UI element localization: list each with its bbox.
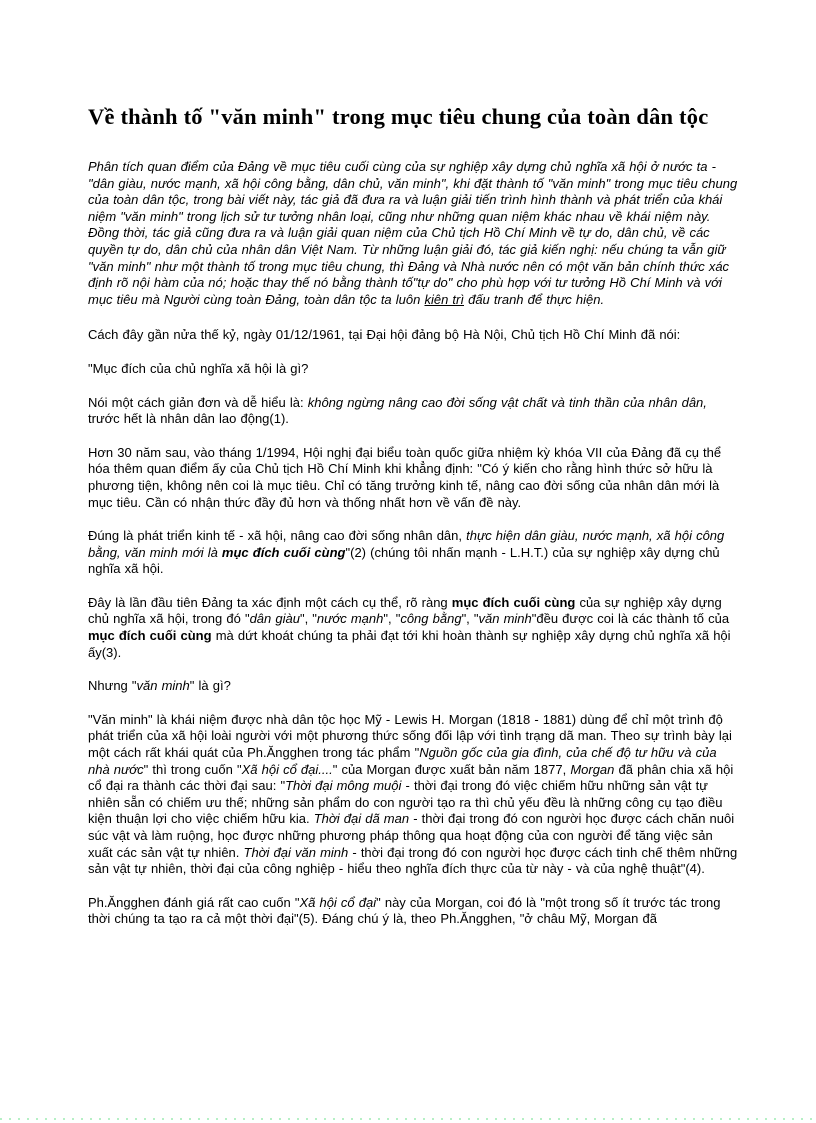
text-run: Hơn 30 năm sau, vào tháng 1/1994, Hội nghị đại biểu toàn quốc giữa nhiệm kỳ khóa VII của Đảng đã cụ thể hóa thêm quan điểm ấy của Chủ tịch Hồ Chí Minh khi khẳng định: "Có ý kiến cho rằng hình thức sở hữu là phương tiện, không nên coi là mục tiêu. Chỉ có tăng trưởng kinh tế, nâng cao đời sống của nhân dân mới là mục tiêu. Cần có nhận thức đầy đủ hơn và thống nhất hơn về vấn đề này.	[88, 444, 722, 510]
text-run: Nhưng "	[88, 678, 137, 694]
text-run: Đây là lần đầu tiên Đảng ta xác định một cách cụ thể, rõ ràng	[88, 594, 452, 610]
text-run: "(2) (chúng tôi nhấn mạnh - L.H.T.) của sự nghiệp xây dựng chủ nghĩa xã hội.	[88, 544, 720, 577]
paragraph	[88, 895, 738, 928]
page-bottom-divider	[0, 1118, 816, 1120]
paragraph	[88, 395, 738, 428]
text-run: đã phân chia xã hội cổ đại ra thành các thời đại sau: "	[88, 761, 734, 794]
text-run: Thời đại mông muội	[285, 778, 402, 794]
text-run: nước mạnh	[316, 611, 384, 627]
text-run: ", "	[383, 611, 401, 627]
text-run: mục đích cuối cùng	[88, 628, 212, 644]
text-run: Ph.Ăngghen đánh giá rất cao cuốn "	[88, 894, 300, 910]
text-run: ", "	[461, 611, 479, 627]
text-run: ", "	[299, 611, 317, 627]
text-run: mục đích cuối cùng	[221, 544, 346, 560]
article-content	[88, 0, 738, 945]
text-run: công bằng	[400, 611, 462, 627]
paragraph	[88, 678, 738, 695]
text-run: Nguồn gốc của gia đình, của chế độ tư hữu và của nhà nước	[88, 745, 717, 777]
text-run: "Văn minh" là khái niệm được nhà dân tộc học Mỹ - Lewis H. Morgan (1818 - 1881) dùng để chỉ một trình độ phát triển của xã hội loài người với một phương thức sống đối lập với tình trạng dã man. Theo sự trình bày lại một cách rất khái quát của Ph.Ăngghen trong tác phẩm "	[88, 711, 732, 761]
text-run: - thời đại trong đó con người học được cách chăn nuôi súc vật và làm ruộng, học được những phương pháp thông qua hoạt động của con người để tăng việc sản xuất các sản vật tự nhiên.	[88, 811, 735, 860]
text-run: thực hiện dân giàu, nước mạnh, xã hội công bằng, văn minh mới là	[88, 528, 725, 560]
text-run: kiên trì	[424, 291, 464, 307]
text-run: "Mục đích của chủ nghĩa xã hội là gì?	[88, 360, 309, 376]
text-run: "đều được coi là các thành tố của	[531, 611, 730, 627]
text-run: - thời đại trong đó việc chiếm hữu những sản vật tự nhiên sẵn có chiếm ưu thế; những sản phẩm do con người tạo ra thì chủ yếu đều là những công cụ tạo điều kiện thuận lợi cho việc chiếm hữu kia.	[88, 778, 723, 827]
article-title: Về thành tố "văn minh" trong mục tiêu chung của toàn dân tộc	[88, 104, 709, 129]
text-run: dân giàu	[249, 611, 300, 627]
text-run: " là gì?	[189, 678, 231, 694]
text-run: Phân tích quan điểm của Đảng về mục tiêu cuối cùng của sự nghiệp xây dựng chủ nghĩa xã hội ở nước ta - "dân giàu, nước mạnh, xã hội công bằng, dân chủ, văn minh", khi đặt thành tố "văn minh" trong mục tiêu chung của toàn dân tộc, trong bài viết này, tác giả đã đưa ra và luận giải tiến trình hình thành và phát triển của khái niệm "văn minh" trong lịch sử tư tưởng nhân loại, cũng như những quan niệm khác nhau về khái niệm này. Đồng thời, tác giả cũng đưa ra và luận giải quan niệm của Chủ tịch Hồ Chí Minh về tự do, dân chủ, về các quyền tự do, dân chủ của nhân dân Việt Nam. Từ những luận giải đó, tác giả kiến nghị: nếu chúng ta vẫn giữ "văn minh" như một thành tố trong mục tiêu chung, thì Đảng và Nhà nước nên có một văn bản chính thức xác định rõ nội hàm của nó; hoặc thay thế nó bằng thành tố"tự do" cho phù hợp với tư tưởng Hồ Chí Minh và với mục tiêu mà Người cùng toàn Đảng, toàn dân tộc ta luôn	[88, 159, 738, 307]
text-run: không ngừng nâng cao đời sống vật chất và tinh thần của nhân dân,	[307, 394, 707, 410]
paragraph	[88, 361, 738, 378]
text-run: văn minh	[136, 678, 190, 694]
text-run: - thời đại trong đó con người học được cách tinh chế thêm những sản vật tự nhiên, thời đại của công nghiệp - hiểu theo nghĩa đích thực của từ này - và của nghệ thuật"(4).	[88, 844, 738, 877]
paragraph	[88, 445, 738, 511]
text-run: Xã hội cổ đại....	[241, 761, 333, 777]
article-abstract	[88, 159, 738, 308]
text-run: trước hết là nhân dân lao động(1).	[88, 411, 289, 427]
paragraph	[88, 528, 738, 578]
paragraph	[88, 327, 738, 344]
text-run: Đúng là phát triển kinh tế - xã hội, nâng cao đời sống nhân dân,	[88, 528, 467, 544]
text-run: Xã hội cổ đại	[299, 894, 377, 910]
text-run: " thì trong cuốn "	[143, 761, 242, 777]
text-run: mà dứt khoát chúng ta phải đạt tới khi hoàn thành sự nghiệp xây dựng chủ nghĩa xã hội ấy(3).	[88, 628, 731, 660]
text-run: Thời đại dã man	[313, 811, 410, 827]
text-run: của sự nghiệp xây dựng chủ nghĩa xã hội, trong đó "	[88, 594, 722, 627]
text-run: đấu tranh để thực hiện.	[463, 291, 605, 307]
text-run: " này của Morgan, coi đó là "một trong số ít trước tác trong thời chúng ta tạo ra cả một thời đại"(5). Đáng chú ý là, theo Ph.Ăngghen, "ở châu Mỹ, Morgan đã	[88, 894, 721, 927]
paragraph	[88, 712, 738, 878]
text-run: Thời đại văn minh	[243, 844, 349, 860]
paragraph	[88, 595, 738, 661]
text-run: Morgan	[570, 761, 615, 777]
text-run: mục đích cuối cùng	[451, 594, 576, 610]
article-body	[88, 159, 738, 928]
text-run: Nói một cách giản đơn và dễ hiểu là:	[88, 394, 308, 410]
text-run: văn minh	[478, 611, 532, 627]
text-run: Cách đây gần nửa thế kỷ, ngày 01/12/1961, tại Đại hội đảng bộ Hà Nội, Chủ tịch Hồ Chí Minh đã nói:	[88, 327, 681, 343]
text-run: " của Morgan được xuất bản năm 1877,	[332, 761, 571, 777]
